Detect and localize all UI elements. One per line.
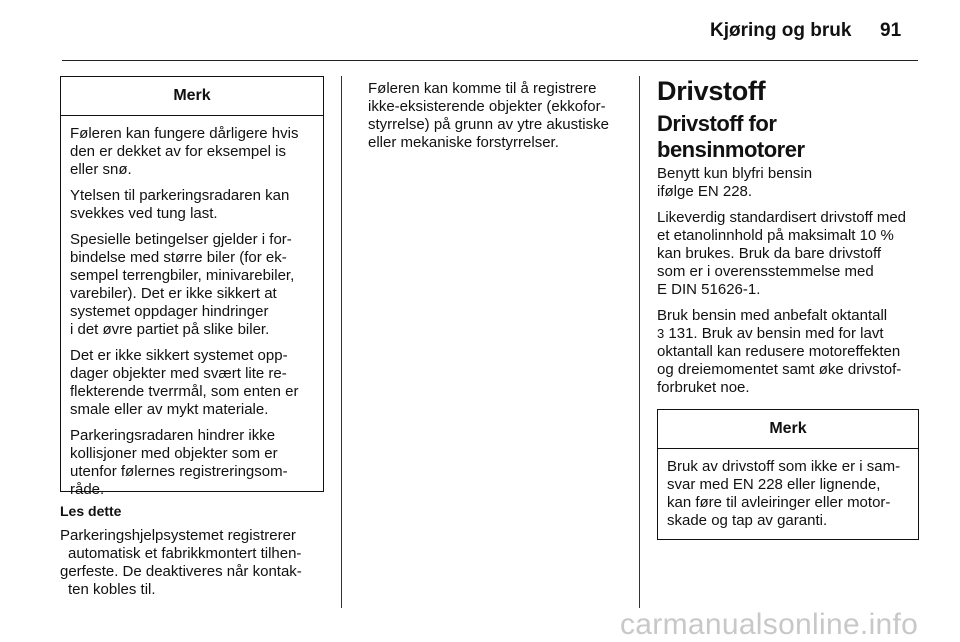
text-line: svekkes ved tung last.: [70, 205, 218, 222]
text-line: kan føre til avleiringer eller motor-: [667, 494, 891, 511]
text-line: i det øvre partiet på slike biler.: [70, 321, 270, 338]
text-line: sempel terrengbiler, minivarebiler,: [70, 267, 295, 284]
body-paragraph: [657, 165, 925, 201]
text-line: eller snø.: [70, 161, 132, 178]
les-dette-title: Les dette: [60, 503, 122, 519]
text-line: Parkeringshjelpsystemet registrerer: [60, 527, 296, 544]
text-line: Bruk av drivstoff som ikke er i sam-: [667, 458, 901, 475]
page-reference-icon[interactable]: 3: [657, 326, 665, 341]
note-paragraph: [70, 125, 313, 179]
text-line: Bruk bensin med anbefalt oktantall: [657, 307, 888, 324]
text-line: Spesielle betingelser gjelder i for-: [70, 231, 292, 248]
text-line: Likeverdig standardisert drivstoff med: [657, 209, 907, 226]
text-line: Parkeringsradaren hindrer ikke: [70, 427, 276, 444]
text-line: bindelse med større biler (for ek-: [70, 249, 287, 266]
body-paragraph: [657, 209, 925, 299]
chapter-title: Kjøring og bruk: [710, 20, 852, 41]
right-column: [657, 76, 925, 540]
text-line: flekterende tverrmål, som enten er: [70, 383, 299, 400]
text-line: Føleren kan fungere dårligere hvis: [70, 125, 299, 142]
page-reference-text[interactable]: 131. Bruk av bensin med for lavt: [664, 325, 884, 342]
page-number: 91: [880, 20, 902, 41]
text-line: skade og tap av garanti.: [667, 512, 828, 529]
note-box-fuel: [657, 409, 919, 540]
text-line: forbruket noe.: [657, 379, 750, 396]
header-rule: [62, 60, 918, 61]
section-title: Drivstoff: [657, 76, 766, 106]
text-line: råde.: [70, 481, 105, 498]
body-paragraph: [368, 80, 630, 152]
text-line: smale eller av mykt materiale.: [70, 401, 269, 418]
watermark-text: carmanualsonline.info: [620, 608, 919, 641]
text-line: Føleren kan komme til å registrere: [368, 80, 597, 97]
text-line: ifølge EN 228.: [657, 183, 753, 200]
text-line: gerfeste. De deaktiveres når kontak-: [60, 563, 302, 580]
text-line: og dreiemomentet samt øke drivstof-: [657, 361, 902, 378]
text-line: kollisjoner med objekter som er: [70, 445, 278, 462]
les-dette-block: [60, 503, 324, 599]
text-line: ten kobles til.: [68, 581, 156, 598]
note-paragraph: [70, 427, 313, 499]
note-title: Merk: [61, 77, 323, 116]
text-line: dager objekter med svært lite re-: [70, 365, 287, 382]
text-line: ikke-eksisterende objekter (ekkofor-: [368, 98, 606, 115]
text-line: oktantall kan redusere motoreffekten: [657, 343, 901, 360]
left-column: [60, 76, 324, 599]
note-body: [61, 116, 323, 505]
note-title: Merk: [658, 410, 918, 449]
text-line: som er i overensstemmelse med: [657, 263, 874, 280]
text-line: varebiler). Det er ikke sikkert at: [70, 285, 277, 302]
text-line: utenfor følernes registreringsom-: [70, 463, 288, 480]
text-line: systemet oppdager hindringer: [70, 303, 269, 320]
column-divider-right: [639, 76, 640, 608]
page-header: [0, 0, 960, 62]
middle-column: [368, 80, 630, 160]
body-paragraph: [657, 307, 925, 397]
text-line: Benytt kun blyfri bensin: [657, 165, 813, 182]
text-line: kan brukes. Bruk da bare drivstoff: [657, 245, 882, 262]
note-paragraph: [70, 347, 313, 419]
text-line: automatisk et fabrikkmontert tilhen-: [68, 545, 302, 562]
note-body: [658, 449, 918, 539]
text-line: Ytelsen til parkeringsradaren kan: [70, 187, 290, 204]
les-dette-text: [60, 527, 324, 599]
note-box: [60, 76, 324, 498]
column-divider-left: [341, 76, 342, 608]
note-paragraph: [70, 231, 313, 339]
text-line: Det er ikke sikkert systemet opp-: [70, 347, 288, 364]
text-line: den er dekket av for eksempel is: [70, 143, 286, 160]
text-line: eller mekaniske forstyrrelser.: [368, 134, 559, 151]
subsection-title: Drivstoff for bensinmotorer: [657, 111, 805, 162]
text-line: styrrelse) på grunn av ytre akustiske: [368, 116, 609, 133]
note-paragraph: [70, 187, 313, 223]
text-line: et etanolinnhold på maksimalt 10 %: [657, 227, 894, 244]
text-line: svar med EN 228 eller lignende,: [667, 476, 881, 493]
text-line: E DIN 51626-1.: [657, 281, 761, 298]
